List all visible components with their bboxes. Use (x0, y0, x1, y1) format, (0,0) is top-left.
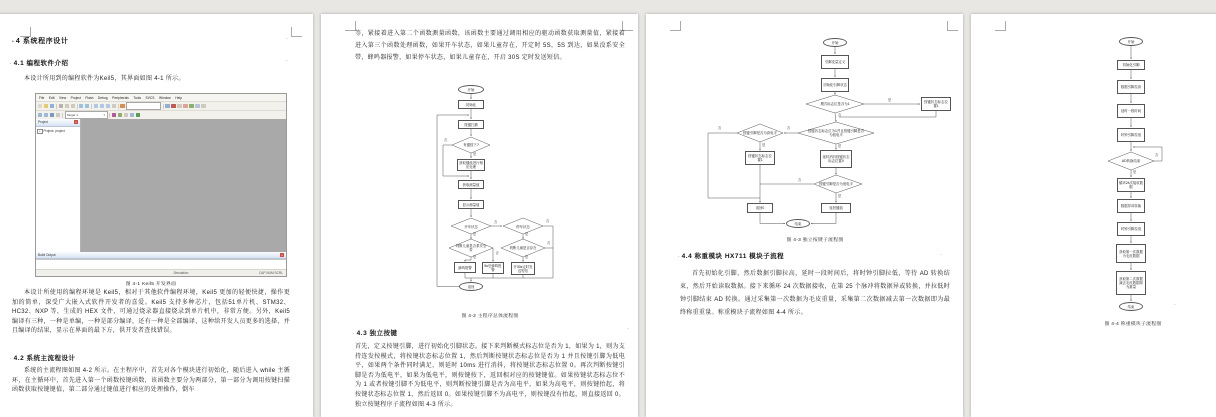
flow-node-clock-low: 时钟引脚拉低 (1117, 128, 1145, 142)
paragraph-intro[interactable]: 本设计所用到的编程软件为Keil5，其界面如图 4-1 所示。 (24, 76, 185, 82)
tool-icon (201, 104, 205, 108)
edge-label: 否 (1155, 153, 1159, 157)
paragraph-mark: · (627, 326, 629, 332)
new-file-icon (38, 104, 42, 108)
bullet-mark: · (353, 331, 356, 337)
flow-node-return: 返回 (459, 282, 483, 291)
flow-node-sms-30s: 开30s定时发送短信 (511, 262, 535, 275)
flow-node-handle-key: 获取键值进行相应处理 (457, 159, 485, 171)
flow-node-pin-init: 初始化引脚状态 (821, 78, 849, 92)
flow-node-return-keyvalue: 返回键值 (821, 203, 851, 213)
flow-node-end: 结束 (786, 219, 810, 228)
edge-label: 是 (838, 143, 842, 148)
margin-corner-mark (670, 21, 681, 31)
flowchart-main-program[interactable] (425, 84, 585, 310)
edge-label: 否 (838, 113, 842, 117)
open-icon (44, 104, 48, 108)
paragraph-mark: · (286, 36, 288, 42)
chevron-down-icon: ▾ (103, 113, 106, 117)
brace-icon (106, 104, 110, 108)
margin-corner-mark (947, 21, 958, 31)
paragraph-keil[interactable]: 本设计所使用的编程环境是 Keil5，相对于其他软件编程环境，Keil5 更加的轻便快捷，操作更加的简单，深受广大嵌入式软件开发者的喜爱。Keil5 支持多种芯片，包括51单片机、STM32、HC32、NXP 等，生成的 HEX 文件，可通过烧录器直接烧录到单片机中，非常方便。另外，Keil5 编译有三种，一种是单编，一种是部分编译，还有一种是全部编译，这种给开发人员更多的选择，并且编译的结果，显示在界面的最下方，供开发者查找错误。 (12, 290, 290, 335)
paste-icon (71, 104, 75, 108)
keil-menu-item: Flash (85, 95, 94, 100)
keil-menu-item: View (59, 95, 67, 100)
flow-node-return-0: 返回0 (747, 203, 773, 213)
bullet-mark: · (10, 61, 13, 67)
flow-node-ad-done: AD转换结束 (1121, 159, 1141, 163)
flow-node-pin-low: 按键引脚是否为低电平 (819, 182, 853, 186)
paragraph-mark: · (286, 58, 288, 64)
rebuild-icon (50, 113, 54, 117)
flow-node-clock-low-2: 时钟引脚拉低 (1117, 222, 1145, 236)
keil-build-output-body (36, 259, 286, 269)
paragraph-mark: · (1174, 302, 1176, 308)
flow-node-child-belt: 判断儿童是否系安全带 (455, 244, 487, 252)
toolbar-separator (91, 104, 92, 109)
close-icon: x (281, 252, 283, 257)
edge-label: 是 (888, 98, 892, 102)
flow-node-buzzer: 蜂鸣报警 (454, 262, 476, 273)
flow-node-debounce: 延时消抖按键状态标志位置0 (820, 150, 852, 168)
edge-label: 否 (787, 126, 791, 130)
debug-icon (112, 113, 116, 117)
find-icon (120, 104, 124, 108)
flow-node-start: 开始 (823, 38, 847, 47)
margin-corner-mark (995, 21, 1006, 31)
edge-label: 是 (473, 254, 477, 259)
keil-build-output-header (36, 252, 286, 260)
flow-node-keyscan: 按键扫描 (458, 120, 484, 129)
paragraph-mainflow[interactable]: 系统的主流程图如图 4-2 所示。在主程序中，首先对各个模块进行初始化，随后进入 while 主循环，在主循环中，首先进入第一个函数按键函数，该函数主要分为两部分，第一部分为调用按键扫描函数获取按键键值，第二部分通过键值进行相应的处理操作，倒车 (12, 368, 290, 394)
keil-project-panel (36, 119, 81, 252)
keil-toolbar-file (36, 101, 286, 110)
keil-project-panel-title: Project (38, 120, 48, 125)
breakpoint-icon (171, 104, 175, 108)
toolbar-separator (56, 104, 57, 109)
keil-menubar (36, 94, 286, 101)
target-select: Target 1 ▾ (65, 111, 108, 118)
flow-node-delay: 延时一段时间 (1117, 104, 1145, 118)
flow-node-buzzer-5s: 5s后蜂鸣报警 (482, 262, 504, 274)
flow-node-get-measure: 获取测量值 (458, 180, 484, 189)
flow-node-init: 初始化 (458, 100, 484, 109)
close-icon: x (75, 120, 77, 125)
keil-status-mode: Simulation (173, 271, 189, 275)
flow-node-data-high: 数据引脚拉高 (1117, 80, 1145, 94)
keil-project-tree-item: + Project: project (38, 129, 65, 134)
edge-label: 是 (473, 232, 477, 236)
toolbar-separator (163, 104, 164, 109)
batch-build-icon (56, 113, 60, 117)
flow-node-second-sample: 获取第二次数据减去毛皮数据即为重量 (1116, 271, 1146, 295)
edge-label: 否 (495, 251, 499, 255)
bullet-mark: · (10, 356, 13, 362)
flow-node-driving: 开车状态 (464, 224, 478, 229)
tool-icon (165, 104, 169, 108)
run-icon (136, 113, 140, 117)
page-3[interactable] (646, 14, 963, 417)
bullet-mark: · (678, 254, 681, 260)
edge-label: 是 (838, 193, 842, 198)
heading-4-1[interactable]: · 4.1 编程软件介绍 (10, 60, 69, 67)
flowchart-key-subroutine[interactable] (690, 36, 960, 236)
keil-menu-item: Edit (48, 95, 55, 100)
flow-node-end: 结束 (1119, 302, 1143, 311)
find-input (126, 102, 161, 109)
bookmark-icon (94, 104, 98, 108)
figure-caption-4-4: 图 4-4 称重模块子流程图 (1104, 322, 1162, 327)
flow-node-first-sample: 获取第一次数据为毛皮数据 (1116, 244, 1146, 263)
page-1[interactable] (0, 14, 313, 417)
tool-icon (189, 104, 193, 108)
cut-icon (59, 104, 63, 108)
expand-icon: + (38, 129, 41, 133)
keil-build-output-panel (36, 252, 286, 270)
tool-icon (130, 113, 134, 117)
undo-icon (79, 104, 83, 108)
keil-menu-item: Project (70, 95, 81, 100)
flow-node-pin-define: 引脚变量定义 (821, 55, 849, 69)
edge-label: 否 (444, 138, 448, 142)
flowchart-hx711-subroutine[interactable] (1098, 36, 1168, 316)
edge-label: 是 (525, 232, 529, 236)
paragraph-continued[interactable]: 等，紧接着进入第二个函数测量函数，该函数主要通过调用相应的驱动函数获取测量值，紧接着进入第三个函数处理函数，如果开车状态，如果儿童存在，开定时 5S，5S 到达，如果没系安全带，蜂鸣器报警，如果停车状态，如果儿童存在，开启 30S 定时发送短信。 (355, 31, 625, 61)
keil-menu-item: File (39, 95, 45, 100)
edge-label: 否 (547, 241, 551, 245)
edge-label: 否 (494, 220, 498, 224)
toolbar-separator (77, 104, 78, 109)
comment-icon (112, 104, 116, 108)
heading-chapter-4[interactable]: • 4 系统程序设计 (12, 38, 69, 45)
flow-node-keypressed: 有键按下? (463, 143, 479, 147)
edge-label: 是 (1133, 170, 1137, 174)
flow-node-init-pin: 初始化引脚 (1117, 60, 1145, 70)
keil-screenshot-figure[interactable] (35, 93, 287, 277)
flowchart-edges (425, 84, 585, 310)
keil-build-output-title: Build Output (38, 252, 56, 257)
flow-node-loop-24: 循环24次接收数据 (1117, 178, 1145, 192)
tool-icon (177, 104, 181, 108)
keil-status-keys: CAP NUM SCRL (258, 271, 283, 275)
keil-menu-item: SVCS (145, 95, 155, 100)
edge-label: 否 (798, 178, 802, 182)
page-4[interactable] (971, 14, 1216, 417)
paragraph-key[interactable]: 首先，定义按键引脚，进行初始化引脚状态。接下来判断模式标志位是否为 1，如果为 1，则为支持连发按模式，将按键状态标志位置 1，然后判断按键状态标志位是否为 1 并且按键引脚为低电平，如果两个条件同时满足，则延时 10ms 进行消抖，将按键状态标志位置 0。再次判断按键引脚是否为低电平，如果为低电平，则按键按下，返回相对应的按键键值。如果按键状态标志位不为 1 或者按键引脚不为低电平，则判断按键引脚是否为高电平，如果为高电平，则按键抬起，将按键状态标志位置 1，然后返回 0。如果按键引脚不为高电平，则按键没有抬起，则直接返回 0。独立按键程序子流程如图 4-3 所示。 (355, 344, 625, 408)
options-icon (124, 113, 128, 117)
flow-node-mode-flag: 模式标志位是否为1 (820, 102, 850, 106)
tool-icon (183, 104, 187, 108)
heading-4-4[interactable]: · 4.4 称重模块 HX711 模块子流程 (678, 253, 785, 260)
toolbar-separator (118, 104, 119, 109)
flow-node-child-present: 判断儿童是否存在 (509, 246, 537, 250)
edge-label: 是 (762, 143, 766, 147)
edge-label: 否 (718, 126, 722, 130)
keil-menu-item: Window (159, 95, 171, 100)
flow-node-set-flag-1b: 按键状态标志位置1 (745, 151, 775, 165)
save-icon (50, 104, 54, 108)
paragraph-hx711[interactable]: 首先初始化引脚，然后数据引脚拉高，延时一段时间后，将时钟引脚拉低，等待 AD 转换结束，然后开始读取数据。接下来循环 24 次数据接收，在第 25 个脉冲将数据异或转换，并拉低时钟引脚结束 AD 转换。通过采集第一次数据为毛皮重量，采集第二次数据减去第一次数据即为最终称重重量。称重模块子流程如图 4-4 所示。 (680, 271, 950, 316)
keil-toolbar-build (36, 110, 286, 119)
copy-icon (65, 104, 69, 108)
goto-icon (100, 104, 104, 108)
margin-corner-mark (291, 27, 302, 37)
flow-node-set-flag-1: 按键状态标志位置1 (921, 97, 951, 111)
paragraph-mark: · (940, 252, 942, 258)
keil-editor-area (81, 119, 286, 252)
flow-node-xor: 数据异或转换 (1117, 199, 1145, 213)
keil-menu-item: Debug (97, 95, 108, 100)
flow-node-pin-high: 按键引脚是否为高电平 (743, 131, 777, 135)
translate-icon (38, 113, 42, 117)
toolbar-separator (109, 113, 110, 118)
flow-node-flag-and-low: 按键状态标志位为1并且按键引脚是否为低电平 (807, 129, 865, 137)
flow-node-show-measure: 显示测量值 (458, 200, 484, 209)
heading-4-2[interactable]: · 4.2 系统主流程设计 (10, 355, 76, 362)
heading-4-3[interactable]: · 4.3 独立按键 (353, 330, 398, 337)
figure-caption-4-3: 图 4-3 独立按键子流程图 (786, 238, 844, 243)
build-icon (44, 113, 48, 117)
page-2[interactable] (321, 14, 638, 417)
edge-label: 是 (525, 255, 529, 259)
flow-node-parked: 停车状态 (516, 224, 530, 229)
keil-status-bar (36, 269, 286, 276)
edge-label: 是 (473, 152, 477, 156)
figure-caption-4-1: 图 4-1 Keil5 开发界面 (125, 282, 177, 287)
figure-caption-4-2: 图 4-2 主程序总体流程图 (461, 314, 519, 319)
flow-node-start: 开始 (458, 85, 484, 94)
redo-icon (85, 104, 89, 108)
keil-menu-item: Peripherals (112, 95, 129, 100)
keil-body (36, 119, 286, 252)
tool-icon (195, 104, 199, 108)
flash-download-icon (118, 113, 122, 117)
flow-node-start: 开始 (1119, 37, 1143, 46)
keil-menu-item: Tools (133, 95, 142, 100)
edge-label: 否 (546, 219, 550, 223)
keil-menu-item: Help (175, 95, 183, 100)
keil-project-panel-header (36, 119, 80, 127)
toolbar-separator (62, 113, 63, 118)
bullet-mark: • (12, 39, 15, 45)
